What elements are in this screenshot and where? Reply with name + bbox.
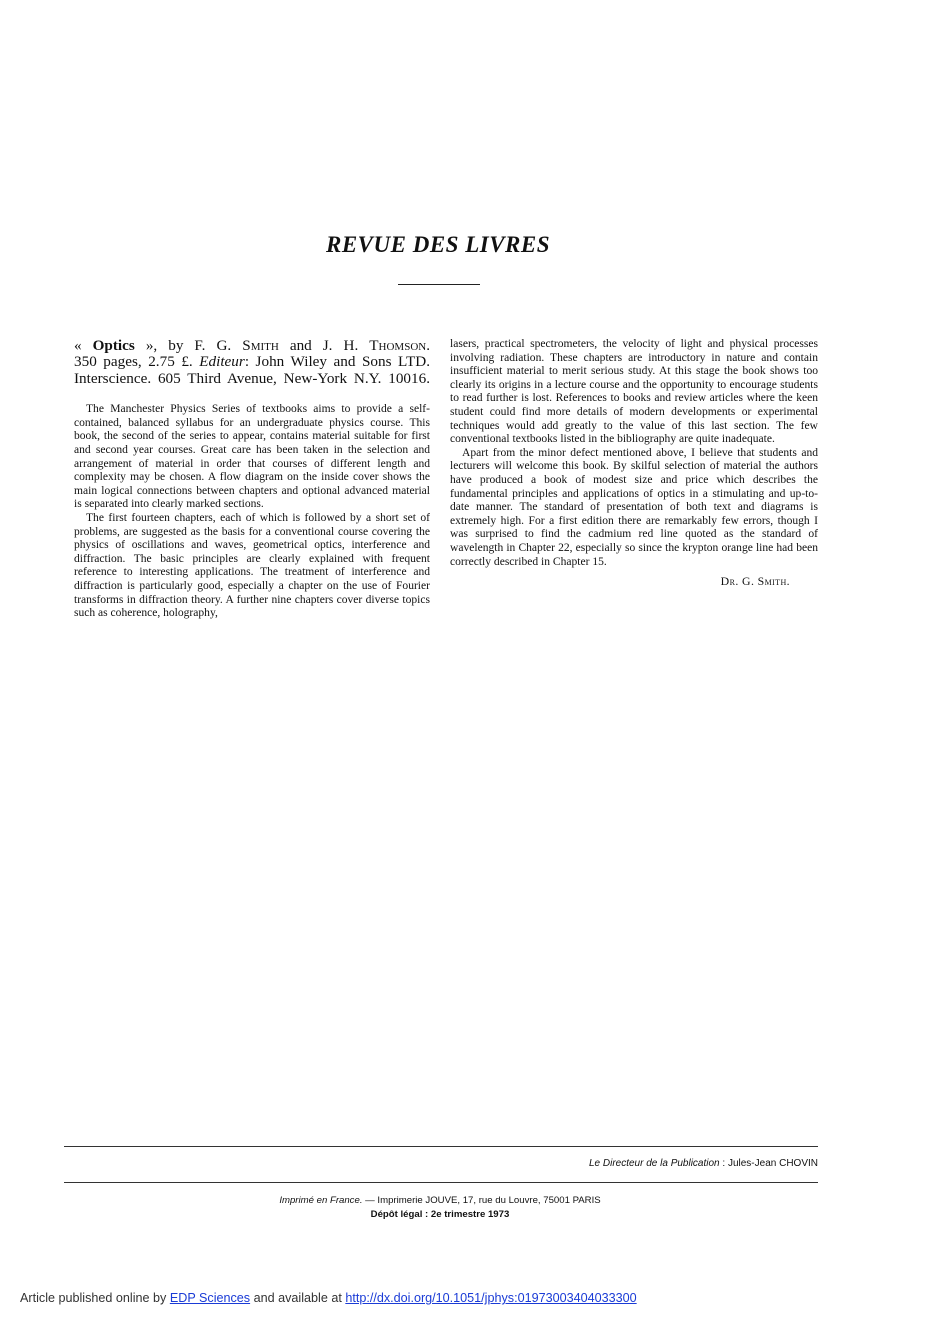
- printer-info: — Imprimerie JOUVE, 17, rue du Louvre, 75001 PARIS: [362, 1195, 601, 1206]
- colophon-rule-top: [64, 1146, 818, 1147]
- open-quote: «: [74, 337, 93, 354]
- review-paragraph-3: lasers, practical spectrometers, the velocity of light and physical processes involving radiation. These chapters are introductory in nature and contain insufficient material to merit serious study. At this stage the book shows too clearly its origins in a lecture course and the opportunity to encourage students to read further is lost. References to books and review articles where the keen student could find more details of modern developments or experimental techniques would add greatly to the value of this last section. The few conventional textbooks listed in the bibliography are quite inadequate.: [450, 338, 818, 446]
- publication-footer: [20, 1291, 637, 1305]
- edp-sciences-link[interactable]: EDP Sciences: [169, 1291, 251, 1305]
- reviewer-signature: Dr. G. Smith.: [720, 574, 790, 589]
- publisher: : John Wiley and Sons LTD.: [244, 353, 430, 371]
- section-title: REVUE DES LIVRES: [325, 232, 551, 257]
- review-paragraph-4: Apart from the minor defect mentioned above, I believe that students and lecturers will welcome this book. By skilful selection of material the authors have produced a book of modest size and price which describes the fundamental principles and applications of optics in a stimulating and up-to-date manner. The standard of presentation of both text and diagrams is extremely high. For a first edition there are remarkably few errors, though I was surprised to find the cadmium red line quoted as the standard of wavelength in Chapter 22, especially so since the krypton orange line had been correctly described in Chapter 15.: [450, 446, 818, 568]
- title-divider: [398, 284, 480, 285]
- author-thomson: Thomson.: [369, 337, 431, 354]
- doi-link[interactable]: http://dx.doi.org/10.1051/jphys:01973003404033300: [345, 1291, 637, 1305]
- footer-prefix: Article published online by: [20, 1291, 170, 1305]
- director-name: : Jules-Jean CHOVIN: [719, 1158, 818, 1169]
- director-label: Le Directeur de la Publication: [588, 1158, 720, 1169]
- printed-label: Imprimé en France.: [279, 1195, 363, 1206]
- colophon-rule-bottom: [64, 1182, 818, 1183]
- publication-director: [64, 1158, 818, 1169]
- right-column: [450, 338, 818, 589]
- footer-middle: and available at: [250, 1291, 346, 1305]
- legal-deposit: Dépôt légal : 2e trimestre 1973: [370, 1209, 510, 1220]
- printer-line: [0, 1193, 880, 1208]
- review-paragraph-2: The first fourteen chapters, each of which is followed by a short set of problems, are suggested as the basis for a conventional course covering the physics of oscillations and waves, geometrical optics, interference and diffraction. The basic principles are clearly explained with frequent reference to interesting applications. The treatment of interference and diffraction is particularly good, especially a chapter on the use of Fourier transforms in diffraction theory. A further nine chapters cover diverse topics such as coherence, holography,: [74, 511, 430, 620]
- pages-price: 350 pages, 2.75 £.: [74, 353, 200, 371]
- review-paragraph-1: The Manchester Physics Series of textbooks aims to provide a self-contained, balanced syllabus for an undergraduate physics course. This book, the second of the series to appear, contains material suitable for first and second year courses. Great care has been taken in the selection and arrangement of material in order that courses of different length and complexity may be chosen. A flow diagram on the inside cover shows the main logical connections between chapters and optional advanced material is separated into clearly marked sections.: [74, 403, 430, 511]
- author-smith: Smith: [242, 337, 279, 354]
- editeur-label: Editeur: [199, 353, 245, 371]
- book-reference: [74, 338, 430, 387]
- by-text: », by F. G.: [134, 337, 243, 354]
- left-column: [74, 338, 430, 621]
- book-title: Optics: [92, 337, 135, 354]
- publisher-address: Interscience. 605 Third Avenue, New-York N.Y. 10016.: [74, 369, 430, 387]
- and-text: and J. H.: [278, 337, 370, 354]
